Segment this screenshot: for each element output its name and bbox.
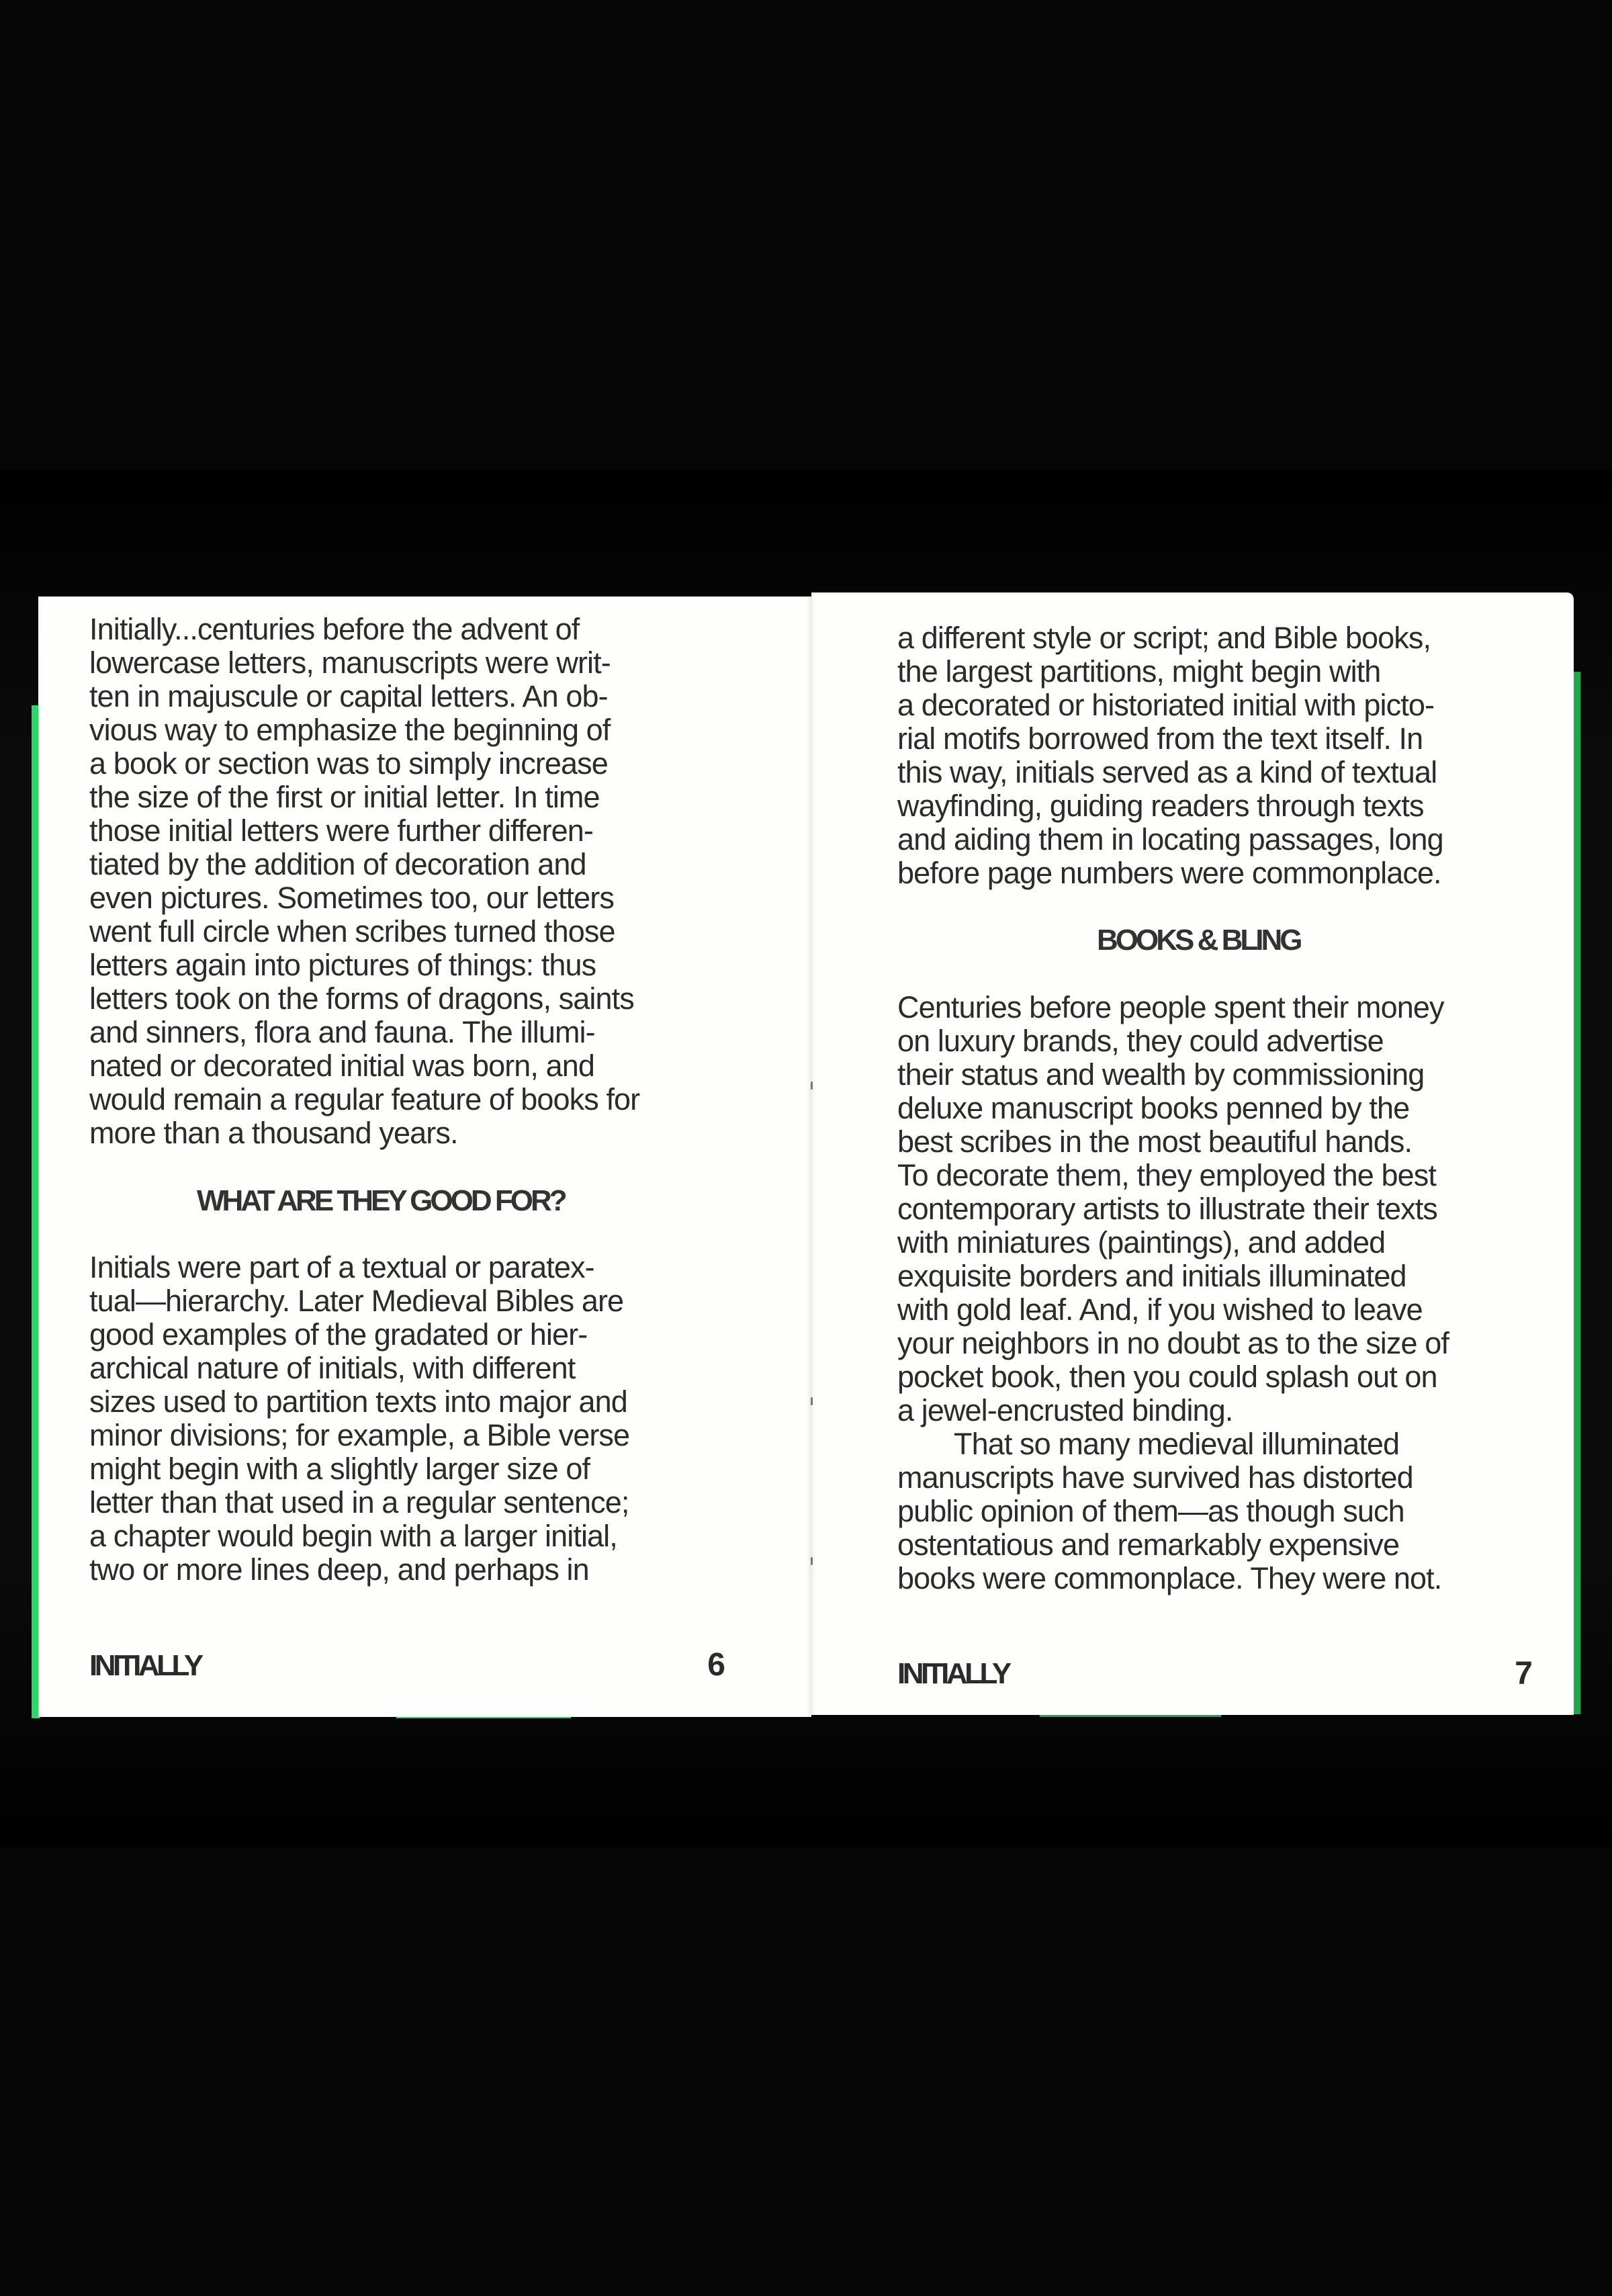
body-text-line: two or more lines deep, and perhaps in: [89, 1552, 589, 1587]
body-text-line: a jewel-encrusted binding.: [897, 1393, 1233, 1427]
page-number-left: 6: [707, 1647, 725, 1683]
binding-stitch-mark: [811, 1557, 813, 1565]
body-text-line: before page numbers were commonplace.: [897, 856, 1441, 890]
body-text-line: pocket book, then you could splash out on: [897, 1360, 1437, 1394]
page-number-right: 7: [1515, 1656, 1533, 1691]
body-text-line: those initial letters were further differen-: [89, 813, 593, 848]
body-text-line: Initially...centuries before the advent of: [89, 612, 580, 646]
body-text-line: letters again into pictures of things: thus: [89, 948, 596, 982]
body-text-line: nated or decorated initial was born, and: [89, 1049, 595, 1083]
binding-stitch-mark: [811, 1081, 813, 1090]
body-text-line: deluxe manuscript books penned by the: [897, 1091, 1410, 1125]
body-text-line: exquisite borders and initials illuminated: [897, 1259, 1406, 1293]
body-text-line: vious way to emphasize the beginning of: [89, 713, 611, 747]
body-text-line: with gold leaf. And, if you wished to leave: [897, 1292, 1423, 1327]
body-text-line: the size of the first or initial letter. In time: [89, 780, 600, 814]
body-text-line: this way, initials served as a kind of textual: [897, 755, 1437, 789]
body-text-line: Centuries before people spent their money: [897, 990, 1444, 1024]
body-text-line: To decorate them, they employed the best: [897, 1158, 1436, 1192]
body-text-line: minor divisions; for example, a Bible verse: [89, 1418, 630, 1452]
book-spine: [810, 597, 811, 1717]
section-heading-what-are-they-good-for: WHAT ARE THEY GOOD FOR?: [197, 1184, 565, 1217]
body-text-line: would remain a regular feature of books for: [89, 1082, 640, 1116]
body-text-line: good examples of the gradated or hier-: [89, 1317, 588, 1352]
body-text-line: and aiding them in locating passages, long: [897, 822, 1443, 856]
body-text-line: ostentatious and remarkably expensive: [897, 1528, 1400, 1562]
body-text-line: might begin with a slightly larger size of: [89, 1452, 590, 1486]
body-text-line: even pictures. Sometimes too, our letters: [89, 881, 614, 915]
body-text-line: lowercase letters, manuscripts were writ-: [89, 646, 611, 680]
body-text-line: letters took on the forms of dragons, saints: [89, 981, 634, 1016]
body-text-line: best scribes in the most beautiful hands.: [897, 1124, 1413, 1159]
body-text-line: a book or section was to simply increase: [89, 746, 608, 781]
body-text-line: That so many medieval illuminated: [954, 1427, 1400, 1461]
body-text-line: and sinners, flora and fauna. The illumi-: [89, 1015, 595, 1049]
body-text-line: Initials were part of a textual or paratex-: [89, 1250, 594, 1284]
body-text-line: tual—hierarchy. Later Medieval Bibles are: [89, 1284, 624, 1318]
body-text-line: the largest partitions, might begin with: [897, 654, 1381, 689]
body-text-line: went full circle when scribes turned those: [89, 914, 615, 948]
body-text-line: rial motifs borrowed from the text itself. In: [897, 721, 1423, 756]
section-heading-books-and-bling: BOOKS & BLING: [1097, 924, 1300, 957]
body-text-line: on luxury brands, they could advertise: [897, 1024, 1384, 1058]
body-text-line: a chapter would begin with a larger initial,: [89, 1519, 617, 1553]
body-text-line: a decorated or historiated initial with picto-: [897, 688, 1435, 722]
body-text-line: their status and wealth by commissioning: [897, 1057, 1425, 1092]
body-text-line: books were commonplace. They were not.: [897, 1561, 1442, 1595]
binding-stitch-mark: [811, 1397, 813, 1405]
running-head-right: INITIALLY: [897, 1657, 1009, 1690]
body-text-line: more than a thousand years.: [89, 1116, 458, 1150]
body-text-line: sizes used to partition texts into major and: [89, 1384, 627, 1419]
body-text-line: public opinion of them—as though such: [897, 1494, 1404, 1528]
body-text-line: your neighbors in no doubt as to the size of: [897, 1326, 1449, 1360]
body-text-line: with miniatures (paintings), and added: [897, 1225, 1386, 1260]
body-text-line: contemporary artists to illustrate their texts: [897, 1192, 1437, 1226]
body-text-line: tiated by the addition of decoration and: [89, 847, 586, 881]
body-text-line: a different style or script; and Bible books,: [897, 621, 1431, 655]
body-text-line: ten in majuscule or capital letters. An ob-: [89, 679, 608, 713]
running-head-left: INITIALLY: [89, 1649, 201, 1682]
body-text-line: manuscripts have survived has distorted: [897, 1460, 1413, 1495]
body-text-line: letter than that used in a regular sentence;: [89, 1485, 629, 1519]
body-text-line: archical nature of initials, with different: [89, 1351, 576, 1385]
body-text-line: wayfinding, guiding readers through texts: [897, 789, 1424, 823]
